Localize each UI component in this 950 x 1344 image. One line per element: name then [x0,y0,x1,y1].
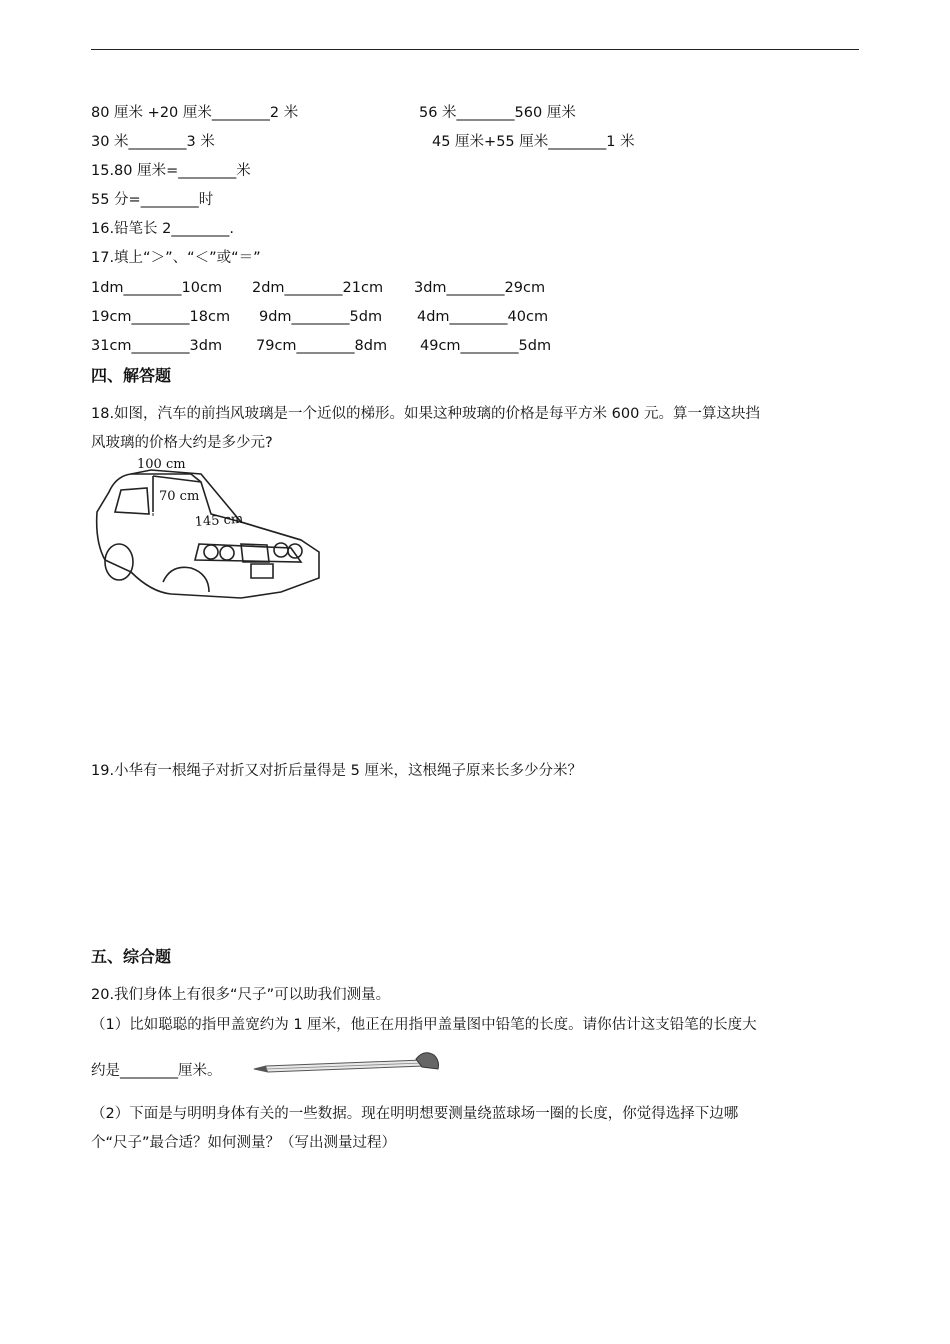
compare-item: 79cm________8dm [256,338,388,354]
car-diagram [91,452,321,602]
compare-item: 49cm________5dm [420,338,552,354]
compare-item: 3dm________29cm [414,280,546,296]
row-2-left: 30 米________3 米 [91,134,215,150]
question-20: 20.我们身体上有很多“尺子”可以助我们测量。 [91,987,391,1003]
compare-item: 31cm________3dm [91,338,223,354]
question-16: 16.铅笔长 2________. [91,221,235,237]
question-17: 17.填上“＞”、“＜”或“＝” [91,250,261,266]
compare-item: 19cm________18cm [91,309,231,325]
question-20-1-line-2: 约是________厘米。 [91,1063,222,1079]
compare-item: 2dm________21cm [252,280,384,296]
question-20-2-line-1: （2）下面是与明明身体有关的一些数据。现在明明想要测量绕蓝球场一圈的长度，你觉得选择下边哪 [91,1106,739,1122]
question-20-1-line-1: （1）比如聪聪的指甲盖宽约为 1 厘米，他正在用指甲盖量图中铅笔的长度。请你估计这支铅笔的长度大 [91,1017,757,1033]
section-4-heading: 四、解答题 [91,366,172,385]
row-1-right: 56 米________560 厘米 [419,105,576,121]
compare-item: 1dm________10cm [91,280,223,296]
row-4: 55 分=________时 [91,192,214,208]
row-2-right: 45 厘米+55 厘米________1 米 [432,134,635,150]
question-18-line-2: 风玻璃的价格大约是多少元? [91,435,273,451]
question-19: 19.小华有一根绳子对折又对折后量得是 5 厘米，这根绳子原来长多少分米？ [91,763,583,779]
header-rule [91,49,859,50]
car-label-top: 100 cm [137,457,186,472]
compare-item: 9dm________5dm [259,309,383,325]
question-18-line-1: 18.如图，汽车的前挡风玻璃是一个近似的梯形。如果这种玻璃的价格是每平方米 600 元。算一算这块挡 [91,406,760,422]
row-1-left: 80 厘米 +20 厘米________2 米 [91,105,299,121]
section-5-heading: 五、综合题 [91,947,172,966]
car-label-height: 70 cm [159,489,200,504]
compare-item: 4dm________40cm [417,309,549,325]
car-label-bottom: 145 cm [194,511,244,530]
pencil-image [252,1049,442,1075]
question-20-2-line-2: 个“尺子”最合适？如何测量？（写出测量过程） [91,1135,397,1151]
question-15: 15.80 厘米=________米 [91,163,251,179]
